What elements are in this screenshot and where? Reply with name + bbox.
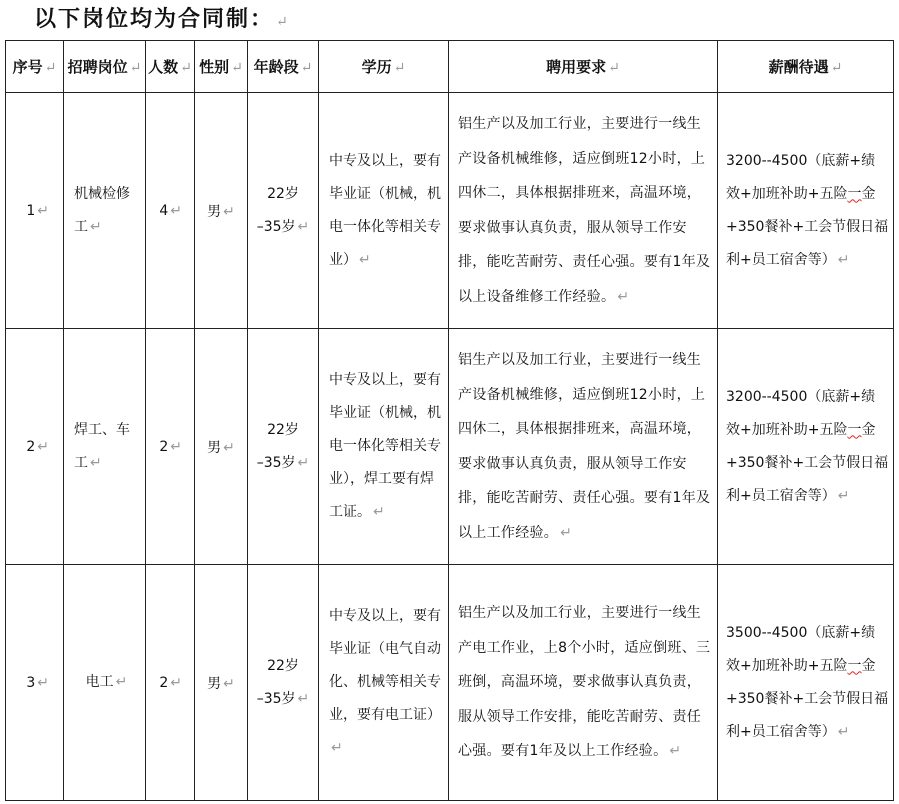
- cell-salary: 3200--4500（底薪+绩效+加班补助+五险一金+350餐补+工会节假日福利+员工宿舍等） ↵: [718, 329, 894, 565]
- cell-age: 22岁 –35岁 ↵: [248, 329, 319, 565]
- table-row: [6, 329, 894, 565]
- recruitment-table: [5, 40, 894, 801]
- header-education: 学历 ↵: [319, 41, 449, 93]
- cell-gender: 男 ↵: [195, 93, 248, 329]
- cell-seq: 3 ↵: [6, 565, 64, 801]
- header-gender: 性别 ↵: [195, 41, 248, 93]
- page-heading: 以下岗位均为合同制： ↵: [34, 6, 288, 32]
- paragraph-mark-icon: ↵: [115, 674, 128, 690]
- cell-requirement: 铝生产以及加工行业，主要进行一线生产设备机械维修，适应倒班12小时，上四休二，具体根据排班来，高温环境，要求做事认真负责，服从领导工作安排，能吃苦耐劳、责任心强。要有1年及以上设备维修工作经验。 ↵: [449, 93, 718, 329]
- header-position: 招聘岗位 ↵: [64, 41, 146, 93]
- paragraph-mark-icon: ↵: [223, 203, 235, 220]
- paragraph-mark-icon: ↵: [44, 60, 57, 76]
- paragraph-mark-icon: ↵: [560, 524, 572, 541]
- cell-position: 电工 ↵: [64, 565, 146, 801]
- cell-count: 4 ↵: [146, 93, 195, 329]
- cell-requirement: 铝生产以及加工行业，主要进行一线生产电工作业，上8个小时，适应倒班、三班倒，高温环境，要求做事认真负责，服从领导工作安排，能吃苦耐劳、责任心强。要有1年及以上工作经验。 ↵: [449, 565, 718, 801]
- paragraph-mark-icon: ↵: [180, 60, 192, 76]
- paragraph-mark-icon: ↵: [90, 218, 102, 235]
- table-header-row: [6, 41, 894, 93]
- header-seq: 序号 ↵: [6, 41, 64, 93]
- paragraph-mark-icon: ↵: [393, 60, 406, 76]
- paragraph-mark-icon: ↵: [297, 690, 310, 707]
- paragraph-mark-icon: ↵: [617, 288, 630, 305]
- paragraph-mark-icon: ↵: [331, 740, 343, 756]
- paragraph-mark-icon: ↵: [837, 251, 850, 268]
- paragraph-mark-icon: ↵: [37, 438, 49, 455]
- paragraph-mark-icon: ↵: [90, 454, 102, 471]
- paragraph-mark-icon: ↵: [837, 487, 850, 504]
- cell-position: 机械检修工 ↵: [64, 93, 146, 329]
- paragraph-mark-icon: ↵: [359, 251, 371, 268]
- cell-salary: 3500--4500（底薪+绩效+加班补助+五险一金+350餐补+工会节假日福利+员工宿舍等） ↵: [718, 565, 894, 801]
- cell-salary: 3200--4500（底薪+绩效+加班补助+五险一金+350餐补+工会节假日福利+员工宿舍等） ↵: [718, 93, 894, 329]
- cell-count: 2 ↵: [146, 329, 195, 565]
- cell-education: 中专及以上，要有毕业证（机械，机电一体化等相关专业） ↵: [319, 93, 449, 329]
- header-count: 人数 ↵: [146, 41, 195, 93]
- header-salary: 薪酬待遇 ↵: [718, 41, 894, 93]
- cell-education: 中专及以上，要有毕业证（机械，机电一体化等相关专业），焊工要有焊工证。 ↵: [319, 329, 449, 565]
- cell-education: 中专及以上，要有毕业证（电气自动化、机械等相关专业，要有电工证）↵: [319, 565, 449, 801]
- paragraph-mark-icon: ↵: [373, 504, 385, 520]
- header-age: 年龄段 ↵: [248, 41, 319, 93]
- paragraph-mark-icon: ↵: [297, 454, 310, 471]
- paragraph-mark-icon: ↵: [837, 723, 850, 740]
- paragraph-mark-icon: ↵: [223, 439, 235, 456]
- cell-age: 22岁 –35岁 ↵: [248, 93, 319, 329]
- paragraph-mark-icon: ↵: [669, 743, 682, 760]
- paragraph-mark-icon: ↵: [170, 438, 182, 455]
- paragraph-mark-icon: ↵: [300, 60, 313, 76]
- cell-seq: 1 ↵: [6, 93, 64, 329]
- paragraph-mark-icon: ↵: [129, 60, 142, 76]
- cell-seq: 2 ↵: [6, 329, 64, 565]
- paragraph-mark-icon: ↵: [830, 60, 843, 76]
- paragraph-mark-icon: ↵: [223, 675, 235, 692]
- cell-count: 2 ↵: [146, 565, 195, 801]
- table-row: [6, 93, 894, 329]
- paragraph-mark-icon: ↵: [170, 202, 182, 219]
- paragraph-mark-icon: ↵: [170, 674, 182, 691]
- paragraph-mark-icon: ↵: [608, 60, 620, 76]
- table-row: [6, 565, 894, 801]
- cell-gender: 男 ↵: [195, 565, 248, 801]
- paragraph-mark-icon: ↵: [37, 674, 49, 691]
- cell-gender: 男 ↵: [195, 329, 248, 565]
- paragraph-mark-icon: ↵: [231, 60, 243, 76]
- paragraph-mark-icon: ↵: [297, 218, 310, 235]
- paragraph-mark-icon: ↵: [276, 14, 288, 30]
- cell-age: 22岁 –35岁 ↵: [248, 565, 319, 801]
- cell-requirement: 铝生产以及加工行业，主要进行一线生产设备机械维修，适应倒班12小时，上四休二，具体根据排班来，高温环境，要求做事认真负责，服从领导工作安排，能吃苦耐劳、责任心强。要有1年及以上工作经验。 ↵: [449, 329, 718, 565]
- paragraph-mark-icon: ↵: [37, 202, 49, 219]
- cell-position: 焊工、车工 ↵: [64, 329, 146, 565]
- header-requirement: 聘用要求 ↵: [449, 41, 718, 93]
